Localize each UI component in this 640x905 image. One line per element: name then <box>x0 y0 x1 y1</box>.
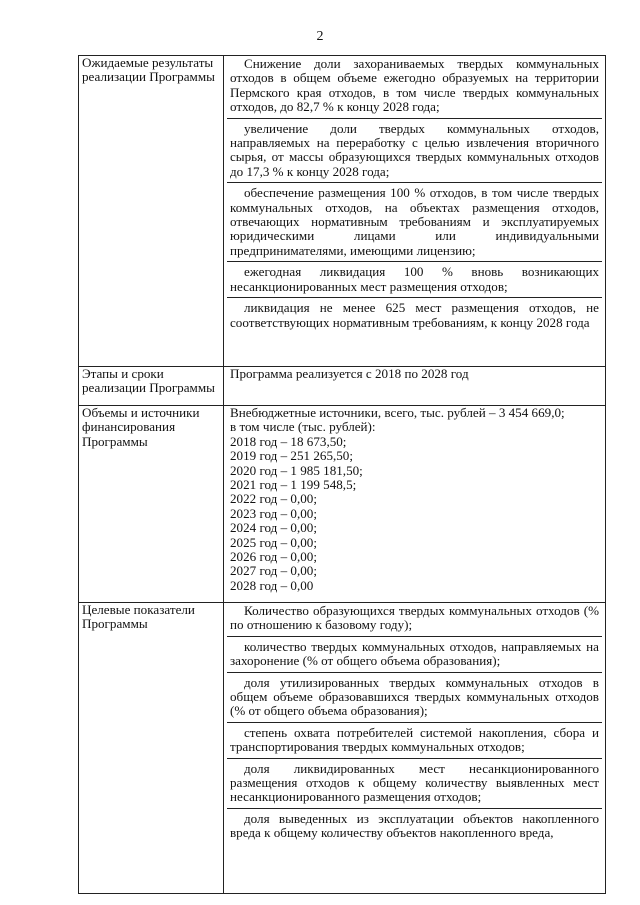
target-paragraph: доля выведенных из эксплуатации объектов накопленного вреда к общему количеству объектов накопленного вреда, <box>227 808 602 844</box>
row-value <box>224 406 606 603</box>
financing-line: 2026 год – 0,00; <box>230 549 317 565</box>
target-paragraph: количество твердых коммунальных отходов, направляемых на захоронение (% от общего объема образования); <box>227 636 602 672</box>
result-paragraph: Снижение доли захораниваемых твердых коммунальных отходов в общем объеме ежегодно образуемых на территории Пермского края отходов, в том числе твердых коммунальных отходов, до 82,7 % к концу 2028 года; <box>230 56 599 115</box>
financing-line: 2023 год – 0,00; <box>230 505 317 521</box>
financing-line: Внебюджетные источники, всего, тыс. рублей – 3 454 669,0; <box>230 405 565 420</box>
target-paragraph: Количество образующихся твердых коммунальных отходов (% по отношению к базовому году); <box>230 603 599 633</box>
program-passport-table <box>78 55 606 894</box>
financing-line: 2018 год – 18 673,50; <box>230 433 347 449</box>
row-expected-results <box>79 56 606 367</box>
result-paragraph: обеспечение размещения 100 % отходов, в том числе твердых коммунальных отходов, на объектах размещения отходов, отвечающих нормативным требованиям и эксплуатируемых юридическими лицами или индивидуальными предпринимателями, имеющими лицензию; <box>227 182 602 261</box>
result-paragraph: увеличение доли твердых коммунальных отходов, направляемых на переработку с целью извлечения вторичного сырья, от массы образующихся твердых коммунальных отходов до 17,3 % к концу 2028 года; <box>227 118 602 183</box>
financing-line: 2027 год – 0,00; <box>230 563 317 579</box>
row-value <box>224 367 606 406</box>
label-financing: Объемы и источники финансирования Программы <box>82 405 200 449</box>
target-paragraph: степень охвата потребителей системой накопления, сбора и транспортирования твердых коммунальных отходов; <box>227 722 602 758</box>
row-label <box>79 367 224 406</box>
label-target-indicators: Целевые показатели Программы <box>82 602 195 632</box>
financing-line: 2021 год – 1 199 548,5; <box>230 477 357 493</box>
financing-line: 2024 год – 0,00; <box>230 520 317 536</box>
target-paragraph: доля ликвидированных мест несанкционированного размещения отходов к общему количеству выявленных мест несанкционированного размещения отходов; <box>227 758 602 808</box>
page-number: 2 <box>316 29 324 44</box>
financing-line: в том числе (тыс. рублей): <box>230 419 376 435</box>
row-label <box>79 56 224 367</box>
stages-text: Программа реализуется с 2018 по 2028 год <box>230 366 469 381</box>
label-stages: Этапы и сроки реализации Программы <box>82 366 215 396</box>
financing-line: 2028 год – 0,00 <box>230 577 314 593</box>
row-label <box>79 406 224 603</box>
financing-line: 2020 год – 1 985 181,50; <box>230 462 363 478</box>
financing-line: 2025 год – 0,00; <box>230 534 317 550</box>
row-financing <box>79 406 606 603</box>
result-paragraph: ежегодная ликвидация 100 % вновь возникающих несанкционированных мест размещения отходов; <box>227 261 602 297</box>
row-value <box>224 603 606 894</box>
financing-line: 2022 год – 0,00; <box>230 491 317 507</box>
target-paragraph: доля утилизированных твердых коммунальных отходов в общем объеме образовавшихся твердых коммунальных отходов (% от общего объема образования); <box>227 672 602 722</box>
financing-line: 2019 год – 251 265,50; <box>230 448 353 464</box>
row-label <box>79 603 224 894</box>
label-expected-results: Ожидаемые результаты реализации Программы <box>82 55 215 85</box>
result-paragraph: ликвидация не менее 625 мест размещения отходов, не соответствующих нормативным требованиям, к концу 2028 года <box>227 297 602 333</box>
row-stages <box>79 367 606 406</box>
row-target-indicators <box>79 603 606 894</box>
row-value <box>224 56 606 367</box>
